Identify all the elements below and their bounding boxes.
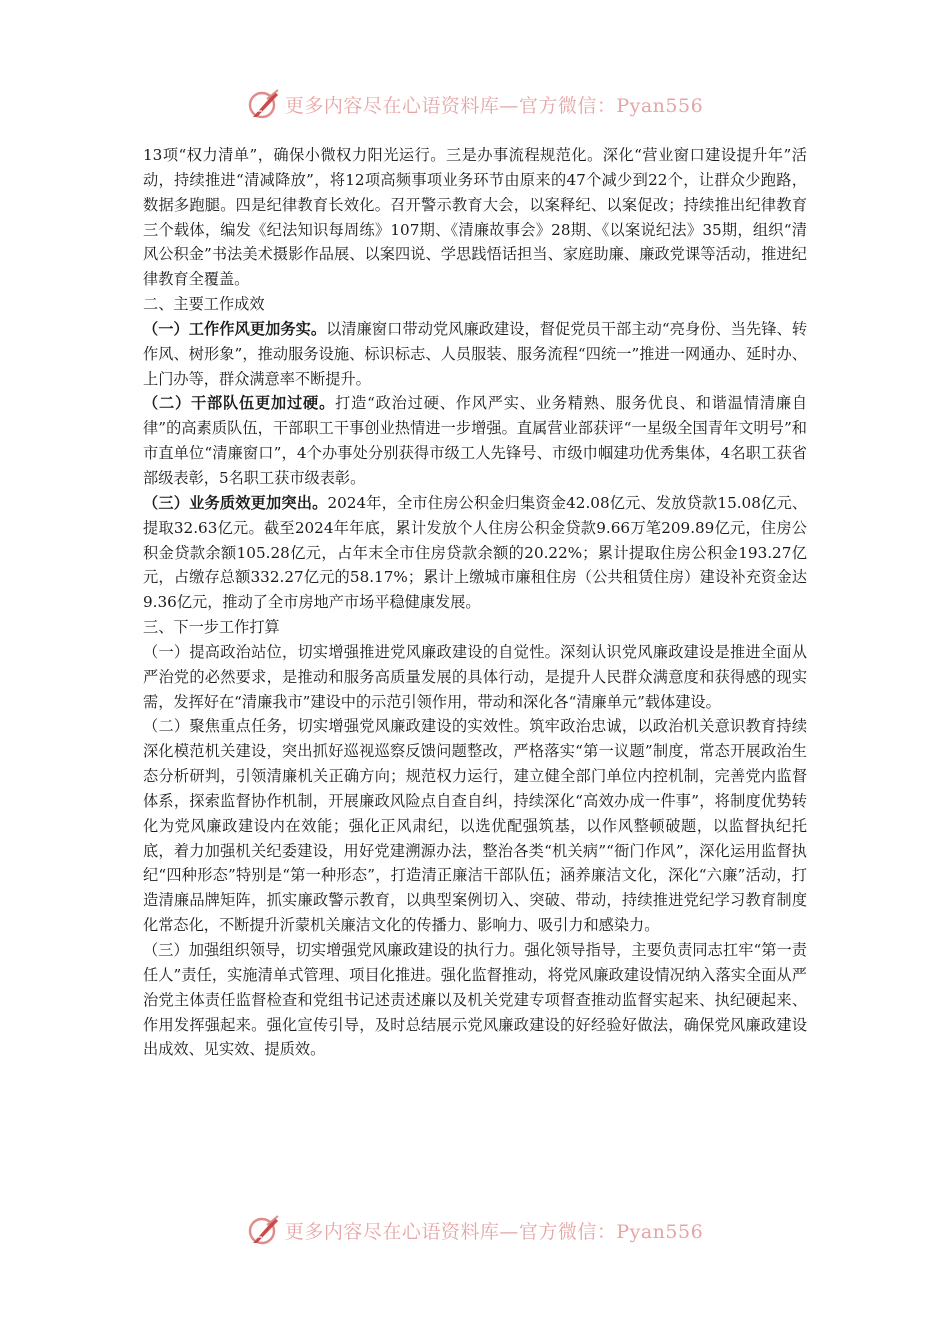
feather-pen-logo-icon — [247, 1213, 281, 1247]
paragraph-text: （一）提高政治站位，切实增强推进党风廉政建设的自觉性。深刻认识党风廉政建设是推进全面从严治党的必然要求，是推动和服务高质量发展的具体行动，是提升人民群众满意度和获得感的现实需，发挥好在“清廉我市”建设中的示范引领作用，带动和深化各“清廉单元”载体建设。 — [143, 642, 807, 711]
paragraph-text: 2024年，全市住房公积金归集资金42.08亿元、发放贷款15.08亿元、提取32.63亿元。截至2024年年底，累计发放个人住房公积金贷款9.66万笔209.89亿元，住房公积金贷款余额105.28亿元，占年末全市住房贷款余额的20.22%；累计提取住房公积金193.27亿元，占缴存总额332.27亿元的58.17%；累计上缴城市廉租住房（公共租赁住房）建设补充资金达9.36亿元，推动了全市房地产市场平稳健康发展。 — [143, 493, 808, 612]
document-body — [143, 143, 807, 1062]
section-heading — [143, 615, 807, 640]
paragraph — [143, 317, 807, 392]
feather-pen-logo-icon — [247, 87, 281, 121]
section-heading — [143, 292, 807, 317]
paragraph-text: 13项“权力清单”，确保小微权力阳光运行。三是办事流程规范化。深化“营业窗口建设提升年”活动，持续推进“清减降放”，将12项高频事项业务环节由原来的47个减少到22个，让群众少跑路，数据多跑腿。四是纪律教育长效化。召开警示教育大会，以案释纪、以案促改；持续推出纪律教育三个载体，编发《纪法知识每周练》107期、《清廉故事会》28期、《以案说纪法》35期，组织“清风公积金”书法美术摄影作品展、以案四说、学思践悟话担当、家庭助廉、廉政党课等活动，推进纪律教育全覆盖。 — [143, 146, 807, 289]
section-heading-text: 三、下一步工作打算 — [143, 618, 280, 637]
section-heading-text: 二、主要工作成效 — [143, 295, 265, 314]
paragraph-text: 以清廉窗口带动党风廉政建设，督促党员干部主动“亮身份、当先锋、转作风、树形象”，推动服务设施、标识标志、人员服装、服务流程“四统一”推进一网通办、延时办、上门办等，群众满意率不断提升。 — [143, 319, 808, 388]
paragraph-text: 打造“政治过硬、作风严实、业务精熟、服务优良、和谐温情清廉自律”的高素质队伍，干部职工干事创业热情进一步增强。直属营业部获评“一星级全国青年文明号”和市直单位“清廉窗口”，4个办事处分别获得市级工人先锋号、市级巾帼建功优秀集体，4名职工获省部级表彰，5名职工获市级表彰。 — [143, 394, 808, 487]
paragraph-text: （三）加强组织领导，切实增强党风廉政建设的执行力。强化领导指导，主要负责同志扛牢“第一责任人”责任，实施清单式管理、项目化推进。强化监督推动，将党风廉政建设情况纳入落实全面从严治党主体责任监督检查和党组书记述责述廉以及机关党建专项督查推动监督实起来、执纪硬起来、作用发挥强起来。强化宣传引导，及时总结展示党风廉政建设的好经验好做法，确保党风廉政建设出成效、见实效、提质效。 — [143, 941, 807, 1059]
paragraph-lead: （二）干部队伍更加过硬。 — [143, 394, 336, 413]
paragraph — [143, 640, 807, 715]
paragraph — [143, 391, 807, 490]
paragraph-lead: （一）工作作风更加务实。 — [143, 319, 327, 338]
paragraph — [143, 143, 807, 292]
paragraph — [143, 938, 807, 1062]
watermark-text: 更多内容尽在心语资料库—官方微信：Pyan556 — [284, 1220, 704, 1243]
paragraph-text: （二）聚焦重点任务，切实增强党风廉政建设的实效性。筑牢政治忠诚，以政治机关意识教育持续深化模范机关建设，突出抓好巡视巡察反馈问题整改，严格落实“第一议题”制度，常态开展政治生态分析研判，引领清廉机关正确方向；规范权力运行，建立健全部门单位内控机制，完善党内监督体系，探索监督协作机制，开展廉政风险点自查自纠，持续深化“高效办成一件事”，将制度优势转化为党风廉政建设内在效能；强化正风肃纪，以选优配强筑基，以作风整顿破题，以监督执纪托底，着力加强机关纪委建设，用好党建溯源办法，整治各类“机关病”“衙门作风”，深化运用监督执纪“四种形态”特别是“第一种形态”，打造清正廉洁干部队伍；涵养廉洁文化，深化“六廉”活动，打造清廉品牌矩阵，抓实廉政警示教育，以典型案例切入、突破、带动，持续推进党纪学习教育制度化常态化，不断提升沂蒙机关廉洁文化的传播力、影响力、吸引力和感染力。 — [143, 717, 807, 935]
footer-watermark — [0, 1210, 950, 1250]
paragraph-lead: （三）业务质效更加突出。 — [143, 493, 328, 512]
paragraph — [143, 491, 807, 615]
paragraph — [143, 714, 807, 938]
header-watermark — [0, 84, 950, 124]
watermark-text: 更多内容尽在心语资料库—官方微信：Pyan556 — [284, 94, 704, 117]
